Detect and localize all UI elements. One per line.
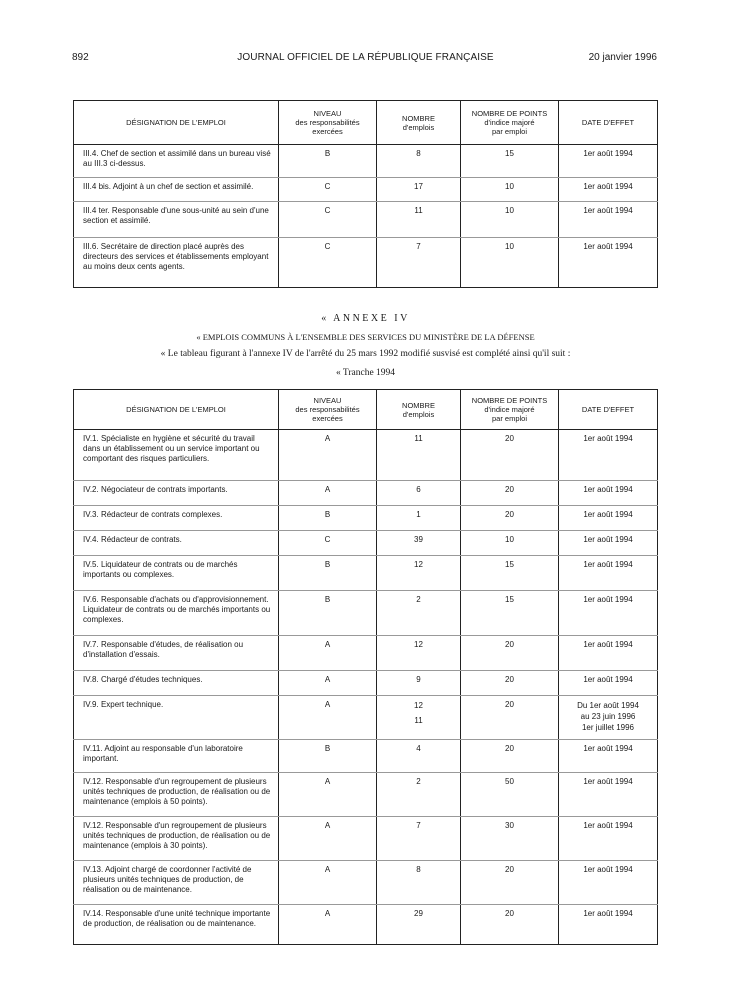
cell-date [559,696,658,740]
cell-nombre [377,696,461,740]
cell-designation: III.4 ter. Responsable d'une sous-unité au sein d'une section et assimilé. [74,202,279,238]
cell-date: 1er août 1994 [559,506,658,531]
cell-niveau: A [279,773,377,817]
cell-niveau: A [279,430,377,481]
cell-niveau: A [279,905,377,945]
cell-points: 30 [461,817,559,861]
cell-nombre: 17 [377,178,461,202]
cell-points: 20 [461,430,559,481]
cell-nombre: 2 [377,773,461,817]
col-header-nombre: NOMBRE d'emplois [377,390,461,430]
cell-nombre: 8 [377,145,461,178]
cell-date: 1er août 1994 [559,636,658,671]
table-row [74,556,658,591]
cell-date: 1er août 1994 [559,817,658,861]
cell-nombre: 12 [377,556,461,591]
cell-designation: IV.7. Responsable d'études, de réalisation ou d'installation d'essais. [74,636,279,671]
cell-designation: IV.4. Rédacteur de contrats. [74,531,279,556]
cell-date: 1er août 1994 [559,556,658,591]
annex-title: « ANNEXE IV [321,313,410,324]
page-header [0,52,731,68]
table-row [74,696,658,740]
page-number: 892 [72,52,89,63]
table-emplois-annexe-iv [73,389,658,945]
cell-designation: IV.11. Adjoint au responsable d'un laboratoire important. [74,740,279,773]
cell-niveau: A [279,696,377,740]
table-row [74,430,658,481]
cell-niveau: C [279,178,377,202]
cell-niveau: A [279,861,377,905]
cell-niveau: B [279,556,377,591]
table-row [74,636,658,671]
cell-points: 15 [461,556,559,591]
cell-points: 10 [461,238,559,288]
cell-date-line: 1er juillet 1996 [581,723,635,732]
table-row [74,481,658,506]
table-row [74,861,658,905]
cell-points: 10 [461,202,559,238]
cell-points: 20 [461,861,559,905]
annex-intro: « Le tableau figurant à l'annexe IV de l'arrêté du 25 mars 1992 modifié susvisé est complété ainsi qu'il suit : [160,349,571,359]
cell-designation: IV.14. Responsable d'une unité technique importante de production, de réalisation ou de maintenance. [74,905,279,945]
cell-nombre: 12 [377,636,461,671]
cell-date: 1er août 1994 [559,773,658,817]
cell-nombre-line: 12 [414,701,423,710]
table-row [74,202,658,238]
cell-points: 15 [461,591,559,636]
col-header-date-effet: DATE D'EFFET [559,390,658,430]
cell-designation: III.6. Secrétaire de direction placé auprès des directeurs des services et établissements employant au moins deux cents agents. [74,238,279,288]
cell-nombre: 4 [377,740,461,773]
col-header-designation: DÉSIGNATION DE L'EMPLOI [74,390,279,430]
table-row [74,145,658,178]
col-header-points: NOMBRE DE POINTS d'indice majoré par emploi [461,101,559,145]
cell-date-line: Du 1er août 1994 [577,701,639,710]
cell-date-line: au 23 juin 1996 [580,712,636,721]
cell-niveau: C [279,531,377,556]
table-row [74,178,658,202]
cell-date: 1er août 1994 [559,861,658,905]
table-row [74,591,658,636]
table-emplois-annexe-iii [73,100,658,288]
cell-designation: III.4. Chef de section et assimilé dans un bureau visé au III.3 ci-dessus. [74,145,279,178]
cell-designation: IV.12. Responsable d'un regroupement de plusieurs unités techniques de production, de réalisation ou de maintenance (emplois à 30 points). [74,817,279,861]
col-header-points: NOMBRE DE POINTS d'indice majoré par emploi [461,390,559,430]
cell-nombre: 7 [377,817,461,861]
annex-subtitle: « EMPLOIS COMMUNS À L'ENSEMBLE DES SERVICES DU MINISTÈRE DE LA DÉFENSE [196,332,535,342]
table-row [74,905,658,945]
table-row [74,238,658,288]
cell-points: 50 [461,773,559,817]
cell-points: 15 [461,145,559,178]
cell-date: 1er août 1994 [559,671,658,696]
cell-date: 1er août 1994 [559,178,658,202]
cell-designation: III.4 bis. Adjoint à un chef de section et assimilé. [74,178,279,202]
cell-designation: IV.6. Responsable d'achats ou d'approvisionnement. Liquidateur de contrats ou de marchés importants ou complexes. [74,591,279,636]
cell-nombre: 7 [377,238,461,288]
cell-niveau: C [279,202,377,238]
cell-date: 1er août 1994 [559,591,658,636]
table-row [74,671,658,696]
cell-date: 1er août 1994 [559,202,658,238]
cell-points: 20 [461,506,559,531]
cell-designation: IV.2. Négociateur de contrats importants. [74,481,279,506]
table-row [74,773,658,817]
cell-date: 1er août 1994 [559,481,658,506]
cell-nombre: 9 [377,671,461,696]
cell-nombre: 29 [377,905,461,945]
cell-designation: IV.5. Liquidateur de contrats ou de marchés importants ou complexes. [74,556,279,591]
table-row [74,817,658,861]
cell-niveau: A [279,636,377,671]
cell-niveau: A [279,671,377,696]
cell-nombre-line: 11 [414,716,423,725]
cell-nombre: 1 [377,506,461,531]
cell-niveau: B [279,740,377,773]
cell-designation: IV.9. Expert technique. [74,696,279,740]
cell-nombre: 11 [377,430,461,481]
cell-nombre: 11 [377,202,461,238]
cell-niveau: B [279,145,377,178]
cell-niveau: C [279,238,377,288]
col-header-designation: DÉSIGNATION DE L'EMPLOI [74,101,279,145]
cell-nombre: 39 [377,531,461,556]
cell-points: 10 [461,178,559,202]
col-header-niveau: NIVEAU des responsabilités exercées [279,101,377,145]
cell-points: 10 [461,531,559,556]
col-header-date-effet: DATE D'EFFET [559,101,658,145]
cell-niveau: B [279,506,377,531]
col-header-niveau: NIVEAU des responsabilités exercées [279,390,377,430]
cell-niveau: A [279,481,377,506]
cell-date: 1er août 1994 [559,905,658,945]
col-header-nombre: NOMBRE d'emplois [377,101,461,145]
cell-date: 1er août 1994 [559,531,658,556]
journal-title: JOURNAL OFFICIEL DE LA RÉPUBLIQUE FRANÇAISE [237,52,494,63]
cell-points: 20 [461,740,559,773]
cell-points: 20 [461,671,559,696]
cell-nombre: 2 [377,591,461,636]
publication-date: 20 janvier 1996 [588,52,657,63]
cell-date: 1er août 1994 [559,740,658,773]
cell-nombre: 6 [377,481,461,506]
cell-date: 1er août 1994 [559,238,658,288]
cell-points: 20 [461,905,559,945]
cell-designation: IV.1. Spécialiste en hygiène et sécurité du travail dans un établissement ou un service important ou comportant des risques particuliers. [74,430,279,481]
table-row [74,740,658,773]
table-row [74,531,658,556]
cell-points: 20 [461,481,559,506]
cell-designation: IV.13. Adjoint chargé de coordonner l'activité de plusieurs unités techniques de production, de réalisation ou de maintenance. [74,861,279,905]
cell-points: 20 [461,696,559,740]
cell-date: 1er août 1994 [559,430,658,481]
cell-designation: IV.3. Rédacteur de contrats complexes. [74,506,279,531]
cell-points: 20 [461,636,559,671]
cell-designation: IV.8. Chargé d'études techniques. [74,671,279,696]
cell-niveau: A [279,817,377,861]
cell-nombre: 8 [377,861,461,905]
table-row [74,506,658,531]
annex-tranche: « Tranche 1994 [335,368,396,378]
cell-date: 1er août 1994 [559,145,658,178]
cell-niveau: B [279,591,377,636]
cell-designation: IV.12. Responsable d'un regroupement de plusieurs unités techniques de production, de réalisation ou de maintenance (emplois à 50 points). [74,773,279,817]
